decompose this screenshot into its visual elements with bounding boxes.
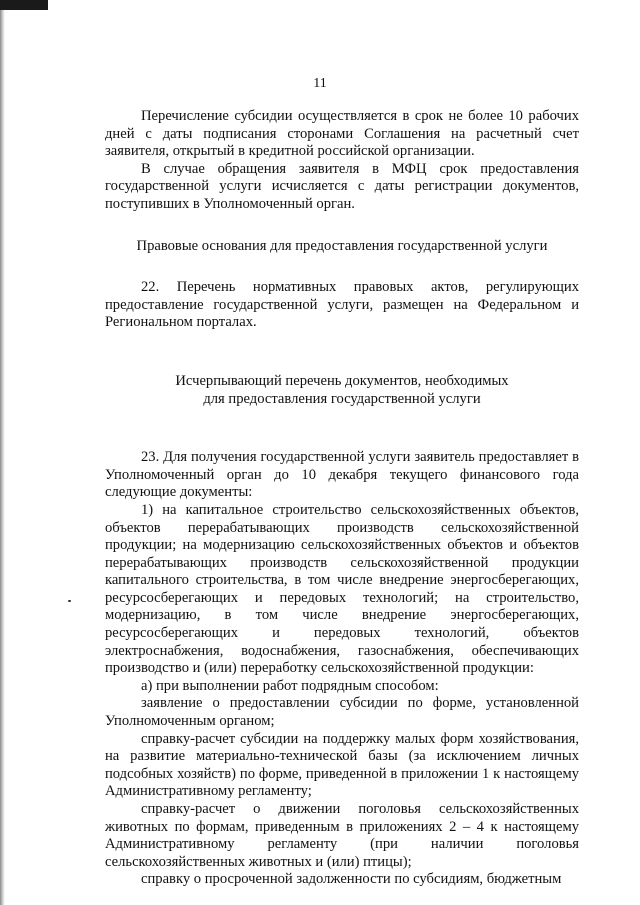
page-number: 11 — [313, 76, 327, 91]
paragraph-subsidy-transfer: Перечисление субсидии осуществляется в срок не более 10 рабочих дней с даты подписания сторонами Соглашения на расчетный счет заявителя, открытый в кредитной российской организации. — [105, 108, 579, 160]
scan-dot — [68, 600, 71, 602]
section-heading-documents-line2: для предоставления государственной услуги — [203, 390, 481, 407]
paragraph-debt-certificate: справку о просроченной задолженности по субсидиям, бюджетным — [141, 871, 562, 888]
scan-edge — [0, 0, 5, 905]
paragraph-livestock-certificate: справку-расчет о движении поголовья сельскохозяйственных животных по формам, приведенным в приложениях 2 – 4 к настоящему Административному регламенту (при наличии поголовья сельскохозяйственных животных и (или) птицы); — [105, 801, 579, 870]
paragraph-22: 22. Перечень нормативных правовых актов, регулирующих предоставление государственной услуги, размещен на Федеральном и Региональном порталах. — [105, 279, 579, 331]
spacer — [105, 408, 579, 432]
section-heading-documents-line1: Исчерпывающий перечень документов, необходимых — [175, 372, 509, 389]
paragraph-23: 23. Для получения государственной услуги заявитель предоставляет в Уполномоченный орган до 10 декабря текущего финансового года следующие документы: — [105, 449, 579, 501]
spacer — [105, 356, 579, 373]
spacer — [105, 432, 579, 449]
paragraph-contract-method: а) при выполнении работ подрядным способом: — [141, 677, 439, 694]
paragraph-23-item-1: 1) на капитальное строительство сельскохозяйственных объектов, объектов перерабатывающих производств сельскохозяйственной продукции; на модернизацию сельскохозяйственных объектов и объектов перерабатывающих производств сельскохозяйственной продукции капитального строительства, в том числе внедрение энергосберегающих, ресурсосберегающих и передовых технологий; на строительство, модернизацию, в том числе внедрение энергосберегающих, ресурсосберегающих и передовых технологий, объектов электроснабжения, водоснабжения, газоснабжения, обеспечивающих производство и (или) переработку сельскохозяйственной продукции: — [105, 501, 579, 677]
paragraph-application: заявление о предоставлении субсидии по форме, установленной Уполномоченным органом; — [105, 695, 579, 730]
section-heading-legal-basis: Правовые основания для предоставления государственной услуги — [136, 237, 548, 254]
spacer — [105, 332, 579, 356]
spacer — [105, 214, 579, 238]
scan-corner-mark — [0, 0, 48, 10]
document-body — [105, 108, 579, 889]
paragraph-mfc-term: В случае обращения заявителя в МФЦ срок предоставления государственной услуги исчисляется с даты регистрации документов, поступивших в Уполномоченный орган. — [105, 160, 579, 212]
spacer — [105, 255, 579, 279]
paragraph-calc-certificate: справку-расчет субсидии на поддержку малых форм хозяйствования, на развитие материально-технической базы (за исключением личных подсобных хозяйств) по форме, приведенной в приложении 1 к настоящему Административному регламенту; — [105, 730, 579, 800]
